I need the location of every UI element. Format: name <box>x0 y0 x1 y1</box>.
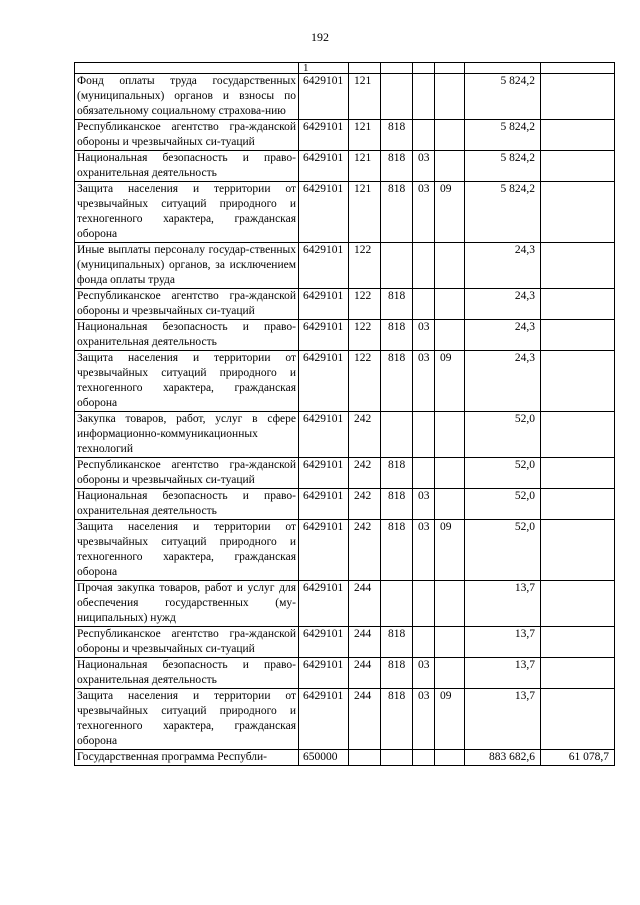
cell-expense-type: 121 <box>349 182 381 243</box>
cell-section: 03 <box>413 182 435 243</box>
cell-amount-1: 13,7 <box>465 627 541 658</box>
cell-subsection <box>435 320 465 351</box>
cell-amount-2 <box>541 520 615 581</box>
cell-name: Защита населения и территории от чрезвычайных ситуаций природного и техногенного характера, гражданская оборона <box>75 182 299 243</box>
cell-amount-2 <box>541 458 615 489</box>
cell-subsection <box>435 243 465 289</box>
cell-expense-type: 122 <box>349 289 381 320</box>
header-cell-pr <box>435 63 465 74</box>
cell-section: 03 <box>413 520 435 581</box>
cell-expense-type: 244 <box>349 581 381 627</box>
cell-subsection <box>435 74 465 120</box>
cell-target-article: 6429101 <box>299 412 349 458</box>
cell-amount-1: 13,7 <box>465 581 541 627</box>
cell-amount-1: 5 824,2 <box>465 74 541 120</box>
cell-name: Закупка товаров, работ, услуг в сфере информационно-коммуникационных технологий <box>75 412 299 458</box>
table-row <box>75 750 615 766</box>
table-row <box>75 151 615 182</box>
cell-target-article: 6429101 <box>299 120 349 151</box>
table-row <box>75 74 615 120</box>
cell-main-administrator: 818 <box>381 458 413 489</box>
table-row <box>75 412 615 458</box>
cell-target-article: 6429101 <box>299 151 349 182</box>
cell-amount-1: 24,3 <box>465 320 541 351</box>
cell-amount-2: 61 078,7 <box>541 750 615 766</box>
table-row <box>75 520 615 581</box>
cell-main-administrator: 818 <box>381 627 413 658</box>
cell-amount-2 <box>541 120 615 151</box>
cell-amount-2 <box>541 581 615 627</box>
cell-name: Иные выплаты персоналу государ-ственных (муниципальных) органов, за исключением фонда оплаты труда <box>75 243 299 289</box>
cell-section: 03 <box>413 489 435 520</box>
cell-subsection: 09 <box>435 351 465 412</box>
cell-main-administrator: 818 <box>381 151 413 182</box>
table-row <box>75 489 615 520</box>
cell-amount-1: 24,3 <box>465 243 541 289</box>
cell-subsection <box>435 151 465 182</box>
cell-section: 03 <box>413 320 435 351</box>
cell-name: Республиканское агентство гра-жданской обороны и чрезвычайных си-туаций <box>75 627 299 658</box>
table-row <box>75 120 615 151</box>
cell-amount-2 <box>541 320 615 351</box>
cell-amount-1: 883 682,6 <box>465 750 541 766</box>
cell-amount-1: 13,7 <box>465 658 541 689</box>
cell-subsection: 09 <box>435 520 465 581</box>
cell-main-administrator: 818 <box>381 120 413 151</box>
cell-target-article: 6429101 <box>299 520 349 581</box>
cell-expense-type: 242 <box>349 412 381 458</box>
cell-target-article: 6429101 <box>299 489 349 520</box>
table-row <box>75 658 615 689</box>
table-row <box>75 627 615 658</box>
cell-expense-type: 121 <box>349 151 381 182</box>
cell-amount-2 <box>541 412 615 458</box>
cell-section <box>413 120 435 151</box>
budget-table <box>74 62 615 766</box>
cell-name: Национальная безопасность и право-охранительная деятельность <box>75 151 299 182</box>
cell-amount-1: 5 824,2 <box>465 182 541 243</box>
cell-expense-type: 244 <box>349 658 381 689</box>
cell-name: Защита населения и территории от чрезвычайных ситуаций природного и техногенного характера, гражданская оборона <box>75 520 299 581</box>
cell-target-article: 6429101 <box>299 627 349 658</box>
table-row <box>75 182 615 243</box>
cell-target-article: 6429101 <box>299 458 349 489</box>
header-cell-grbs <box>381 63 413 74</box>
cell-main-administrator: 818 <box>381 489 413 520</box>
cell-subsection: 09 <box>435 689 465 750</box>
header-cell-amount2 <box>541 63 615 74</box>
table-row <box>75 458 615 489</box>
cell-main-administrator <box>381 243 413 289</box>
cell-name: Фонд оплаты труда государственных (муниципальных) органов и взносы по обязательному социальному страхова-нию <box>75 74 299 120</box>
table-header-number-row <box>75 63 615 74</box>
cell-name: Защита населения и территории от чрезвычайных ситуаций природного и техногенного характера, гражданская оборона <box>75 351 299 412</box>
page-number: 192 <box>311 30 329 44</box>
header-cell-amount1 <box>465 63 541 74</box>
header-cell-vr <box>349 63 381 74</box>
cell-name: Республиканское агентство гра-жданской обороны и чрезвычайных си-туаций <box>75 289 299 320</box>
cell-amount-2 <box>541 182 615 243</box>
cell-subsection: 09 <box>435 182 465 243</box>
cell-name: Прочая закупка товаров, работ и услуг для обеспечения государственных (му-ниципальных) нужд <box>75 581 299 627</box>
cell-amount-1: 5 824,2 <box>465 151 541 182</box>
cell-amount-1: 5 824,2 <box>465 120 541 151</box>
cell-subsection <box>435 412 465 458</box>
cell-target-article: 6429101 <box>299 581 349 627</box>
cell-target-article: 6429101 <box>299 351 349 412</box>
cell-main-administrator <box>381 750 413 766</box>
cell-amount-1: 52,0 <box>465 520 541 581</box>
cell-expense-type: 122 <box>349 320 381 351</box>
cell-expense-type: 121 <box>349 74 381 120</box>
cell-expense-type: 122 <box>349 351 381 412</box>
cell-main-administrator: 818 <box>381 658 413 689</box>
cell-subsection <box>435 627 465 658</box>
cell-amount-1: 13,7 <box>465 689 541 750</box>
cell-expense-type: 244 <box>349 689 381 750</box>
cell-name: Национальная безопасность и право-охранительная деятельность <box>75 320 299 351</box>
cell-expense-type: 242 <box>349 489 381 520</box>
table-row <box>75 689 615 750</box>
cell-amount-1: 24,3 <box>465 351 541 412</box>
cell-amount-1: 52,0 <box>465 458 541 489</box>
cell-expense-type: 242 <box>349 520 381 581</box>
cell-amount-2 <box>541 689 615 750</box>
cell-target-article: 650000 <box>299 750 349 766</box>
cell-amount-2 <box>541 351 615 412</box>
header-cell-name <box>75 63 299 74</box>
cell-subsection <box>435 458 465 489</box>
header-cell-rz <box>413 63 435 74</box>
table-row <box>75 351 615 412</box>
cell-main-administrator: 818 <box>381 289 413 320</box>
cell-amount-2 <box>541 151 615 182</box>
cell-expense-type: 244 <box>349 627 381 658</box>
cell-target-article: 6429101 <box>299 320 349 351</box>
cell-subsection <box>435 289 465 320</box>
cell-section <box>413 458 435 489</box>
header-cell-csr: 1 <box>299 63 349 74</box>
cell-name: Национальная безопасность и право-охранительная деятельность <box>75 658 299 689</box>
cell-target-article: 6429101 <box>299 182 349 243</box>
cell-expense-type: 242 <box>349 458 381 489</box>
cell-name: Национальная безопасность и право-охранительная деятельность <box>75 489 299 520</box>
table-row <box>75 289 615 320</box>
cell-section <box>413 412 435 458</box>
cell-section <box>413 74 435 120</box>
cell-target-article: 6429101 <box>299 74 349 120</box>
cell-main-administrator: 818 <box>381 689 413 750</box>
cell-main-administrator <box>381 581 413 627</box>
cell-subsection <box>435 658 465 689</box>
cell-main-administrator: 818 <box>381 320 413 351</box>
cell-section <box>413 243 435 289</box>
cell-main-administrator: 818 <box>381 520 413 581</box>
cell-section <box>413 627 435 658</box>
cell-target-article: 6429101 <box>299 658 349 689</box>
cell-main-administrator <box>381 74 413 120</box>
cell-section: 03 <box>413 658 435 689</box>
table-row <box>75 243 615 289</box>
cell-section: 03 <box>413 151 435 182</box>
cell-amount-1: 52,0 <box>465 489 541 520</box>
cell-main-administrator: 818 <box>381 182 413 243</box>
cell-amount-2 <box>541 627 615 658</box>
cell-subsection <box>435 581 465 627</box>
cell-expense-type: 121 <box>349 120 381 151</box>
cell-target-article: 6429101 <box>299 243 349 289</box>
cell-target-article: 6429101 <box>299 289 349 320</box>
cell-amount-1: 24,3 <box>465 289 541 320</box>
cell-subsection <box>435 750 465 766</box>
cell-amount-2 <box>541 74 615 120</box>
cell-section <box>413 750 435 766</box>
cell-subsection <box>435 120 465 151</box>
cell-name: Республиканское агентство гра-жданской обороны и чрезвычайных си-туаций <box>75 458 299 489</box>
cell-expense-type: 122 <box>349 243 381 289</box>
cell-name: Государственная программа Республи- <box>75 750 299 766</box>
cell-main-administrator <box>381 412 413 458</box>
cell-name: Республиканское агентство гра-жданской обороны и чрезвычайных си-туаций <box>75 120 299 151</box>
table-row <box>75 320 615 351</box>
cell-amount-1: 52,0 <box>465 412 541 458</box>
cell-section: 03 <box>413 351 435 412</box>
cell-section: 03 <box>413 689 435 750</box>
cell-amount-2 <box>541 243 615 289</box>
cell-subsection <box>435 489 465 520</box>
cell-section <box>413 581 435 627</box>
table-row <box>75 581 615 627</box>
cell-expense-type <box>349 750 381 766</box>
cell-name: Защита населения и территории от чрезвычайных ситуаций природного и техногенного характера, гражданская оборона <box>75 689 299 750</box>
cell-amount-2 <box>541 658 615 689</box>
cell-section <box>413 289 435 320</box>
cell-main-administrator: 818 <box>381 351 413 412</box>
cell-amount-2 <box>541 489 615 520</box>
cell-amount-2 <box>541 289 615 320</box>
cell-target-article: 6429101 <box>299 689 349 750</box>
